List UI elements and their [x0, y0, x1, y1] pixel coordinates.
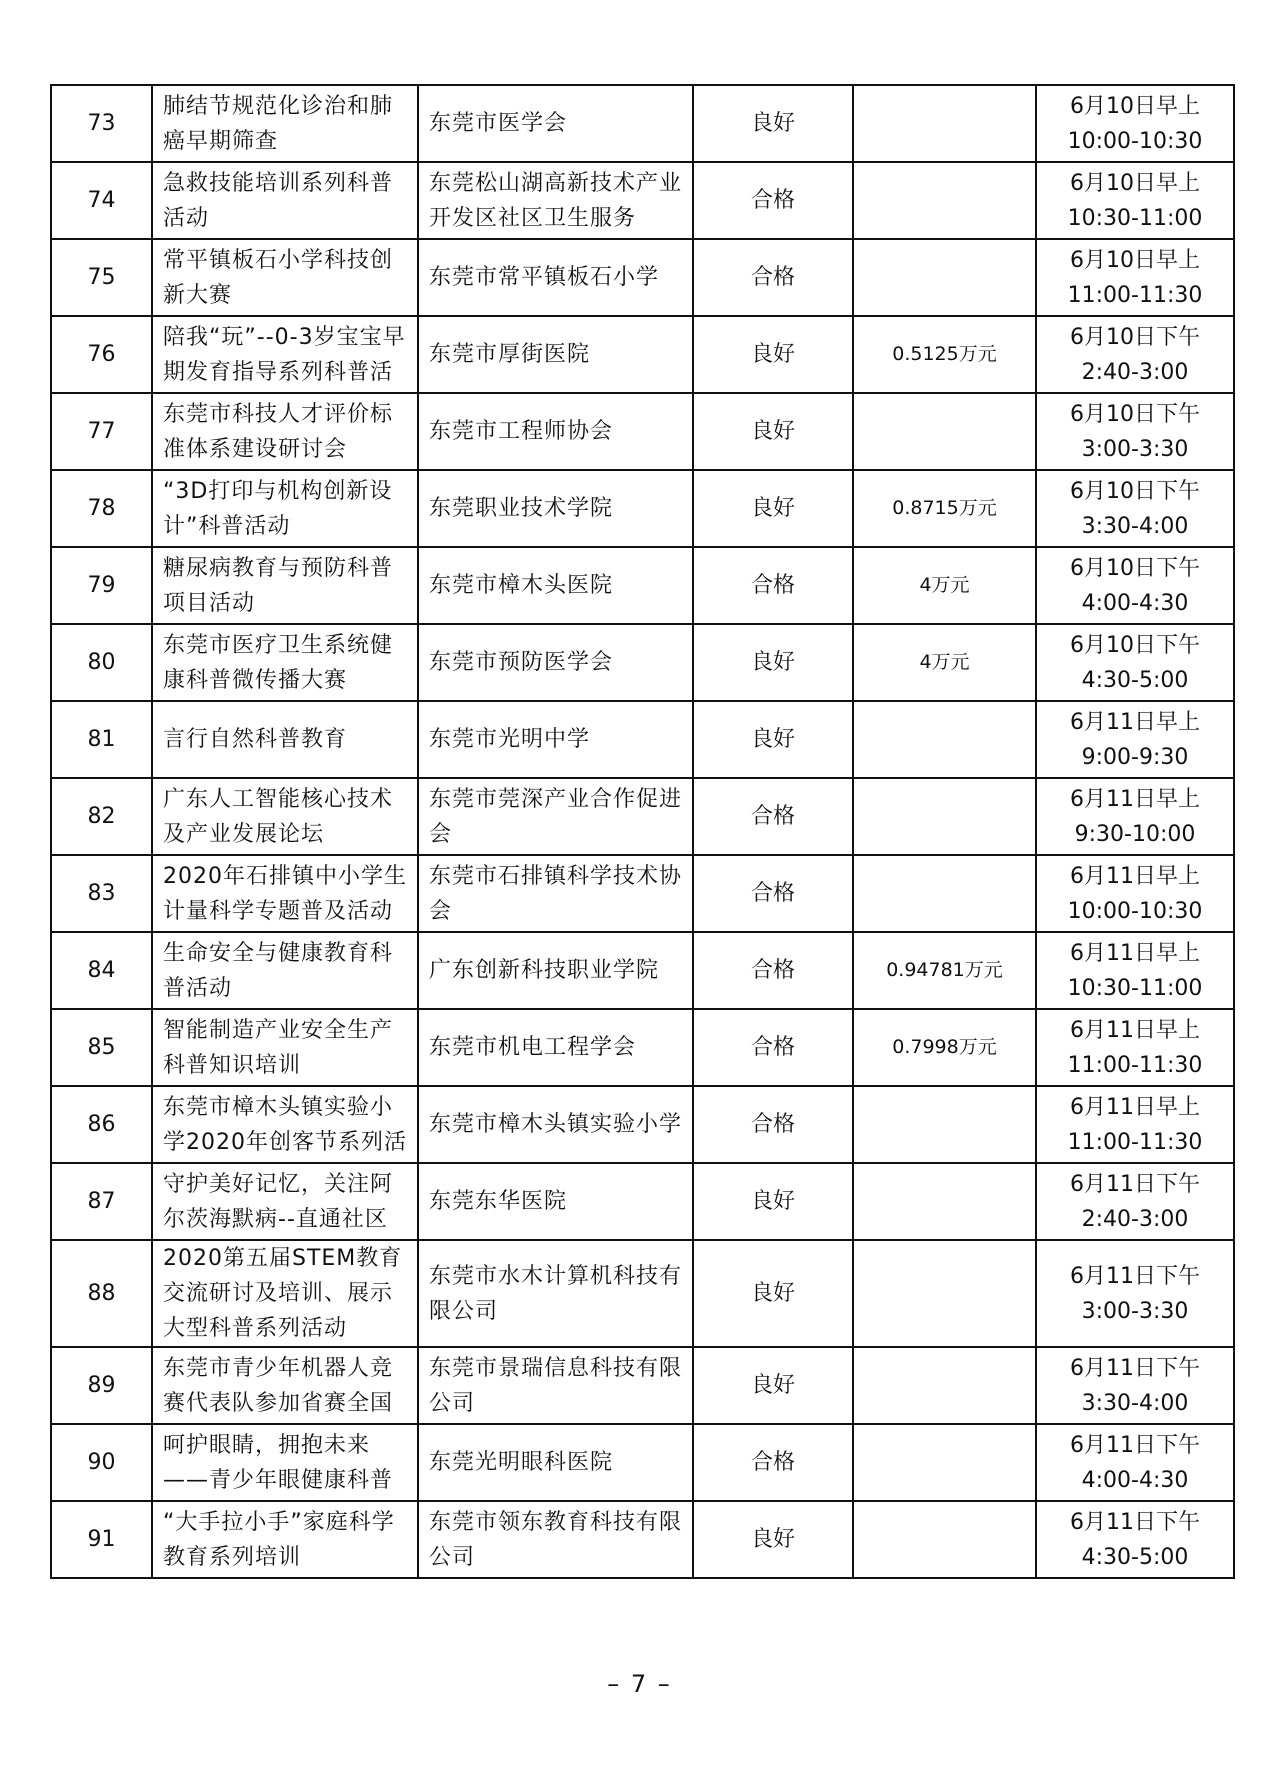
grade: 良好 — [693, 470, 853, 547]
project-title: 2020第五届STEM教育交流研讨及培训、展示大型科普系列活动 — [152, 1240, 418, 1347]
table-row — [51, 162, 1234, 239]
grade: 合格 — [693, 932, 853, 1009]
row-number: 77 — [51, 393, 152, 470]
organization: 东莞市工程师协会 — [418, 393, 693, 470]
project-title: 2020年石排镇中小学生计量科学专题普及活动 — [152, 855, 418, 932]
row-number: 91 — [51, 1501, 152, 1578]
funding — [853, 1240, 1036, 1347]
table-row — [51, 1009, 1234, 1086]
funding — [853, 855, 1036, 932]
organization: 东莞市领东教育科技有限公司 — [418, 1501, 693, 1578]
schedule-time: 6月10日下午 3:30-4:00 — [1036, 470, 1234, 547]
project-title: 常平镇板石小学科技创新大赛 — [152, 239, 418, 316]
funding: 0.8715万元 — [853, 470, 1036, 547]
project-table — [50, 84, 1235, 1579]
grade: 良好 — [693, 1501, 853, 1578]
funding: 4万元 — [853, 547, 1036, 624]
table-row — [51, 547, 1234, 624]
project-title: 急救技能培训系列科普活动 — [152, 162, 418, 239]
row-number: 80 — [51, 624, 152, 701]
organization: 东莞市樟木头镇实验小学 — [418, 1086, 693, 1163]
row-number: 89 — [51, 1347, 152, 1424]
project-title: 智能制造产业安全生产科普知识培训 — [152, 1009, 418, 1086]
project-title: “3D打印与机构创新设计”科普活动 — [152, 470, 418, 547]
schedule-time: 6月10日早上 10:00-10:30 — [1036, 85, 1234, 162]
organization: 东莞市水木计算机科技有限公司 — [418, 1240, 693, 1347]
project-title: 东莞市樟木头镇实验小学2020年创客节系列活 — [152, 1086, 418, 1163]
project-title: 东莞市科技人才评价标准体系建设研讨会 — [152, 393, 418, 470]
organization: 东莞市樟木头医院 — [418, 547, 693, 624]
row-number: 83 — [51, 855, 152, 932]
project-title: 肺结节规范化诊治和肺癌早期筛查 — [152, 85, 418, 162]
grade: 良好 — [693, 393, 853, 470]
project-title: 言行自然科普教育 — [152, 701, 418, 778]
table-row — [51, 393, 1234, 470]
project-title: “大手拉小手”家庭科学教育系列培训 — [152, 1501, 418, 1578]
table-row — [51, 239, 1234, 316]
table-row — [51, 701, 1234, 778]
row-number: 75 — [51, 239, 152, 316]
funding — [853, 1424, 1036, 1501]
row-number: 90 — [51, 1424, 152, 1501]
schedule-time: 6月11日下午 4:30-5:00 — [1036, 1501, 1234, 1578]
table-row — [51, 855, 1234, 932]
funding: 4万元 — [853, 624, 1036, 701]
table-row — [51, 1424, 1234, 1501]
funding — [853, 701, 1036, 778]
grade: 合格 — [693, 1086, 853, 1163]
schedule-time: 6月10日下午 4:30-5:00 — [1036, 624, 1234, 701]
project-title: 糖尿病教育与预防科普项目活动 — [152, 547, 418, 624]
row-number: 85 — [51, 1009, 152, 1086]
project-title: 生命安全与健康教育科普活动 — [152, 932, 418, 1009]
funding — [853, 1086, 1036, 1163]
schedule-time: 6月11日早上 10:00-10:30 — [1036, 855, 1234, 932]
grade: 良好 — [693, 316, 853, 393]
funding — [853, 239, 1036, 316]
grade: 合格 — [693, 1424, 853, 1501]
schedule-time: 6月11日下午 3:30-4:00 — [1036, 1347, 1234, 1424]
organization: 东莞市石排镇科学技术协会 — [418, 855, 693, 932]
schedule-time: 6月11日早上 11:00-11:30 — [1036, 1086, 1234, 1163]
row-number: 81 — [51, 701, 152, 778]
grade: 合格 — [693, 778, 853, 855]
table-row — [51, 316, 1234, 393]
table-row — [51, 85, 1234, 162]
schedule-time: 6月11日下午 4:00-4:30 — [1036, 1424, 1234, 1501]
schedule-time: 6月10日下午 4:00-4:30 — [1036, 547, 1234, 624]
organization: 广东创新科技职业学院 — [418, 932, 693, 1009]
organization: 东莞光明眼科医院 — [418, 1424, 693, 1501]
schedule-time: 6月11日早上 11:00-11:30 — [1036, 1009, 1234, 1086]
organization: 东莞松山湖高新技术产业开发区社区卫生服务 — [418, 162, 693, 239]
grade: 合格 — [693, 162, 853, 239]
schedule-time: 6月10日早上 11:00-11:30 — [1036, 239, 1234, 316]
project-title: 东莞市医疗卫生系统健康科普微传播大赛 — [152, 624, 418, 701]
schedule-time: 6月11日下午 2:40-3:00 — [1036, 1163, 1234, 1240]
row-number: 79 — [51, 547, 152, 624]
organization: 东莞市医学会 — [418, 85, 693, 162]
organization: 东莞市机电工程学会 — [418, 1009, 693, 1086]
grade: 良好 — [693, 624, 853, 701]
grade: 合格 — [693, 855, 853, 932]
funding: 0.94781万元 — [853, 932, 1036, 1009]
table-row — [51, 778, 1234, 855]
row-number: 87 — [51, 1163, 152, 1240]
row-number: 73 — [51, 85, 152, 162]
grade: 良好 — [693, 1163, 853, 1240]
table-row — [51, 624, 1234, 701]
organization: 东莞市厚街医院 — [418, 316, 693, 393]
funding: 0.7998万元 — [853, 1009, 1036, 1086]
grade: 良好 — [693, 1347, 853, 1424]
table-row — [51, 1240, 1234, 1347]
table-row — [51, 932, 1234, 1009]
organization: 东莞市景瑞信息科技有限公司 — [418, 1347, 693, 1424]
row-number: 74 — [51, 162, 152, 239]
schedule-time: 6月10日早上 10:30-11:00 — [1036, 162, 1234, 239]
grade: 良好 — [693, 1240, 853, 1347]
grade: 良好 — [693, 701, 853, 778]
row-number: 82 — [51, 778, 152, 855]
grade: 良好 — [693, 85, 853, 162]
schedule-time: 6月10日下午 3:00-3:30 — [1036, 393, 1234, 470]
funding — [853, 162, 1036, 239]
page-number: – 7 – — [607, 1670, 672, 1698]
project-title: 陪我“玩”--0-3岁宝宝早期发育指导系列科普活 — [152, 316, 418, 393]
schedule-time: 6月11日早上 9:30-10:00 — [1036, 778, 1234, 855]
grade: 合格 — [693, 1009, 853, 1086]
row-number: 86 — [51, 1086, 152, 1163]
row-number: 88 — [51, 1240, 152, 1347]
funding — [853, 1163, 1036, 1240]
grade: 合格 — [693, 239, 853, 316]
table-row — [51, 1347, 1234, 1424]
project-title: 呵护眼睛，拥抱未来——青少年眼健康科普 — [152, 1424, 418, 1501]
table-row — [51, 1501, 1234, 1578]
organization: 东莞职业技术学院 — [418, 470, 693, 547]
organization: 东莞市常平镇板石小学 — [418, 239, 693, 316]
project-title: 东莞市青少年机器人竞赛代表队参加省赛全国 — [152, 1347, 418, 1424]
table-row — [51, 470, 1234, 547]
table-body — [51, 85, 1234, 1578]
schedule-time: 6月11日下午 3:00-3:30 — [1036, 1240, 1234, 1347]
funding — [853, 393, 1036, 470]
schedule-time: 6月11日早上 10:30-11:00 — [1036, 932, 1234, 1009]
row-number: 76 — [51, 316, 152, 393]
grade: 合格 — [693, 547, 853, 624]
funding — [853, 1347, 1036, 1424]
project-title: 广东人工智能核心技术及产业发展论坛 — [152, 778, 418, 855]
table-row — [51, 1086, 1234, 1163]
row-number: 78 — [51, 470, 152, 547]
funding — [853, 85, 1036, 162]
funding — [853, 1501, 1036, 1578]
organization: 东莞东华医院 — [418, 1163, 693, 1240]
table-row — [51, 1163, 1234, 1240]
row-number: 84 — [51, 932, 152, 1009]
funding: 0.5125万元 — [853, 316, 1036, 393]
organization: 东莞市预防医学会 — [418, 624, 693, 701]
organization: 东莞市光明中学 — [418, 701, 693, 778]
project-title: 守护美好记忆，关注阿尔茨海默病--直通社区 — [152, 1163, 418, 1240]
schedule-time: 6月10日下午 2:40-3:00 — [1036, 316, 1234, 393]
schedule-time: 6月11日早上 9:00-9:30 — [1036, 701, 1234, 778]
organization: 东莞市莞深产业合作促进会 — [418, 778, 693, 855]
funding — [853, 778, 1036, 855]
